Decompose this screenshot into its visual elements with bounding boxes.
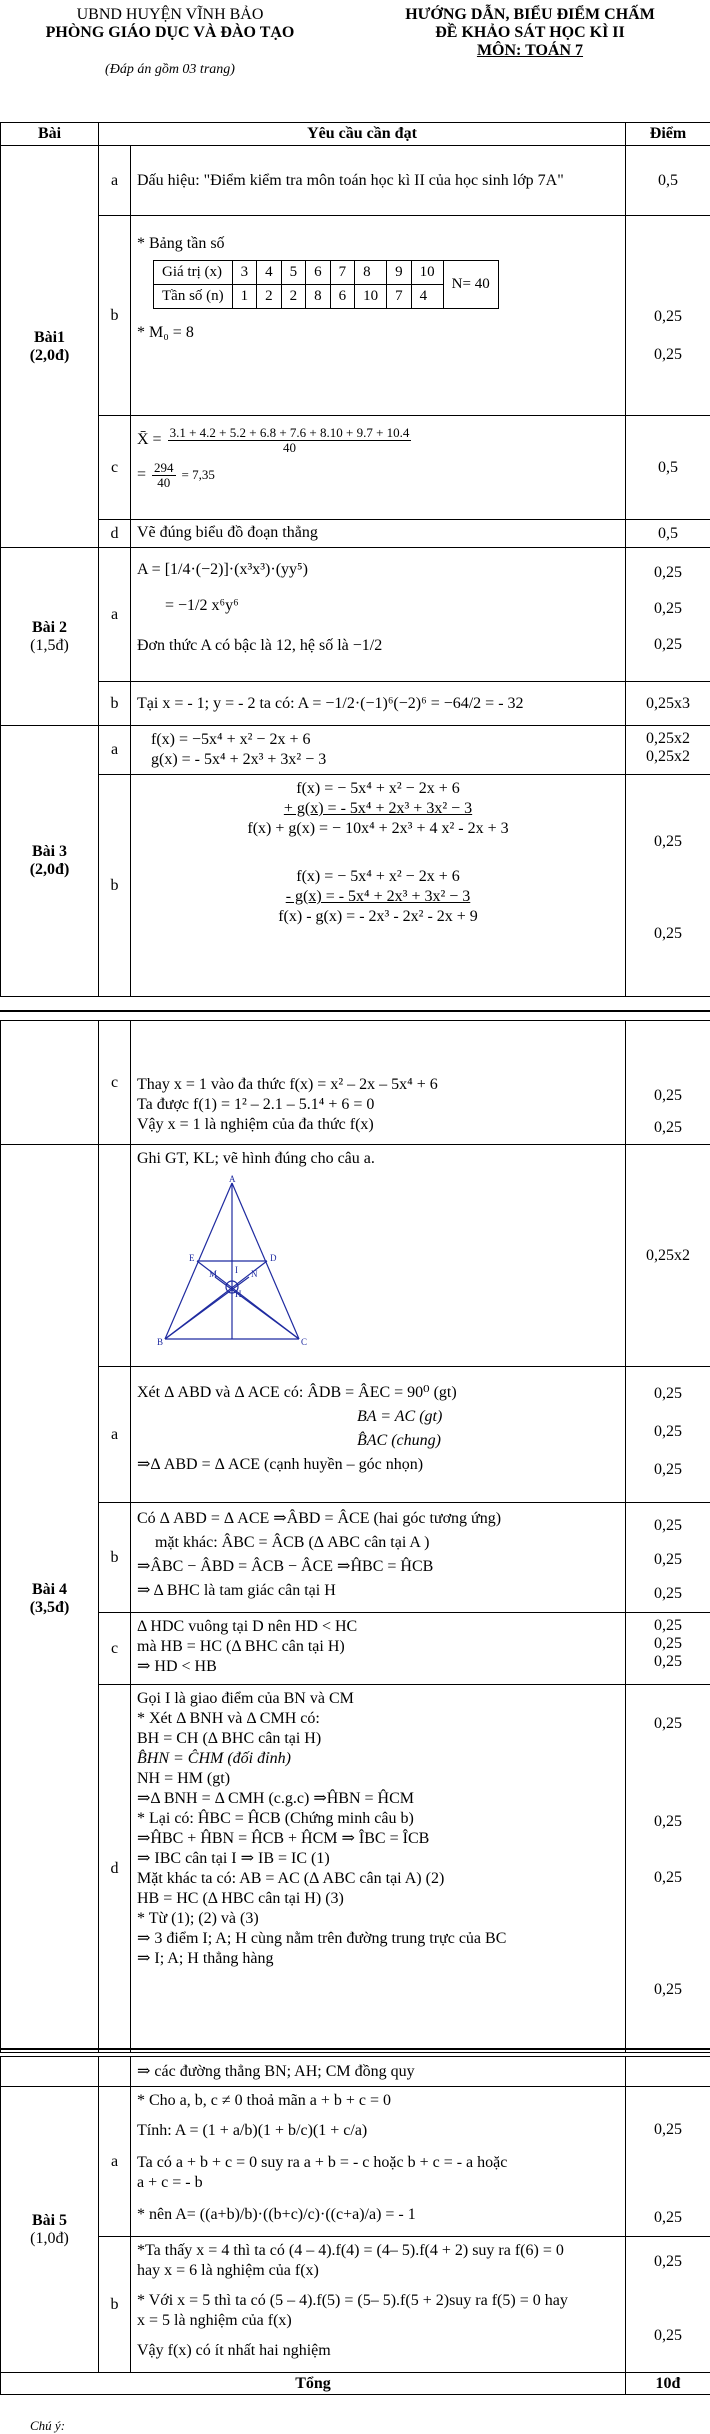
table-row	[1, 775, 710, 997]
answer-table-page1	[0, 122, 710, 997]
score-value: 0,25	[654, 2209, 682, 2226]
part-label: a	[99, 1367, 131, 1503]
total-row	[1, 2373, 710, 2395]
freq-cell: 8	[355, 261, 387, 285]
score-value: 0,25	[654, 2121, 682, 2138]
empty-part-cell	[99, 2057, 131, 2087]
freq-cell: 5	[281, 261, 306, 285]
score-value: 0,25	[654, 1551, 682, 1568]
answer-table-page2	[0, 1020, 710, 2053]
bai4-c-content	[131, 1613, 626, 1685]
page-count-note: (Đáp án gồm 03 trang)	[105, 62, 235, 77]
score-cell	[626, 775, 710, 997]
score-value: 0,25	[654, 1635, 682, 1652]
freq-cell: 7	[387, 285, 412, 309]
table-row	[1, 1145, 710, 1367]
score-cell	[626, 1685, 710, 2053]
text-line: hay x = 6 là nghiệm của f(x)	[137, 2262, 319, 2279]
footer-note: Chú ý:	[30, 2418, 66, 2433]
bai1-b-content	[131, 216, 626, 416]
formula-line: g(x) = - 5x⁴ + 2x³ + 3x² − 3	[151, 751, 327, 768]
text-line: ⇒ Δ BHC là tam giác cân tại H	[137, 1582, 336, 1599]
page-separator	[0, 2048, 710, 2054]
score-cell	[626, 1367, 710, 1503]
total-score: 10đ	[626, 2373, 710, 2395]
org-name: UBND HUYỆN VĨNH BẢO	[76, 6, 264, 23]
score-value: 0,25	[654, 1653, 682, 1670]
score-value: 0,25	[654, 2327, 682, 2344]
score-value: 0,25	[654, 1813, 682, 1830]
text-line: ⇒Δ BNH = Δ CMH (c.g.c) ⇒ĤBN = ĤCM	[137, 1790, 414, 1807]
score-value: 0,25	[654, 1119, 682, 1136]
table-row	[1, 726, 710, 775]
bai3-c-content	[131, 1021, 626, 1145]
score-value: 0,25	[654, 1869, 682, 1886]
label-b: B	[157, 1337, 164, 1347]
bai2-points: (1,5đ)	[30, 636, 69, 654]
bai4-d-content	[131, 1685, 626, 2053]
score-value: 0,25	[654, 308, 682, 325]
bai4-continued-cell	[1, 2057, 99, 2087]
bai4-figure-content	[131, 1145, 626, 1367]
triangle-figure	[157, 1175, 307, 1347]
document-header	[0, 0, 710, 110]
score-value: 0,25	[654, 346, 682, 363]
score-value: 0,25x2	[646, 748, 690, 765]
bai3-b-content	[131, 775, 626, 997]
text-line: mặt khác: ÂBC = ÂCB (Δ ABC cân tại A )	[155, 1534, 430, 1551]
score-value: 0,25	[654, 833, 682, 850]
formula-line: = −1/2 x⁶y⁶	[165, 597, 239, 614]
col-header-diem: Điểm	[626, 123, 710, 146]
text-line: * Với x = 5 thì ta có (5 – 4).f(5) = (5– 5).f(5 + 2)suy ra f(5) = 0 hay	[137, 2292, 568, 2309]
fraction-denominator: 40	[282, 440, 296, 455]
text-line: Δ HDC vuông tại D nên HD < HC	[137, 1618, 358, 1635]
table-row	[1, 216, 710, 416]
bai2-b-content: Tại x = - 1; y = - 2 ta có: A = −1/2·(−1)⁶(−2)⁶ = −64/2 = - 32	[131, 682, 626, 726]
text-line: BH = CH (Δ BHC cân tại H)	[137, 1730, 322, 1747]
score-value: 0,25	[654, 925, 682, 942]
fraction-numerator: 294	[154, 460, 174, 475]
score-value: 0,25	[654, 1715, 682, 1732]
text-line: NH = HM (gt)	[137, 1770, 231, 1787]
text-line: B̂AC (chung)	[357, 1432, 441, 1449]
formula-line: A = [1/4·(−2)]·(x³x³)·(yy⁵)	[137, 561, 308, 578]
score-value: 0,25	[654, 600, 682, 617]
text-line: * Xét Δ BNH và Δ CMH có:	[137, 1710, 320, 1727]
part-label: a	[99, 146, 131, 216]
score-value: 0,25	[654, 1981, 682, 1998]
formula-line: + g(x) = - 5x⁴ + 2x³ + 3x² − 3	[283, 800, 473, 817]
text-line: Thay x = 1 vào đa thức f(x) = x² – 2x – 5x⁴ + 6	[137, 1076, 438, 1093]
score-cell: 0,5	[626, 520, 710, 548]
bai5-label: Bài 5	[31, 2211, 68, 2229]
freq-cell: 7	[330, 261, 355, 285]
table-row	[1, 1613, 710, 1685]
text-line: mà HB = HC (Δ BHC cân tại H)	[137, 1638, 345, 1655]
bai5-label-cell	[1, 2087, 99, 2373]
freq-row-label: Giá trị (x)	[154, 261, 233, 285]
score-value: 0,25	[654, 1461, 682, 1478]
table-row	[1, 416, 710, 520]
text-line: * nên A= ((a+b)/b)·((b+c)/c)·((c+a)/a) = - 1	[137, 2206, 416, 2223]
frequency-table	[153, 260, 499, 309]
line-cm	[215, 1277, 299, 1339]
formula-line: - g(x) = - 5x⁴ + 2x³ + 3x² − 3	[285, 888, 471, 905]
freq-cell: 9	[387, 261, 412, 285]
score-value: 0,25	[654, 1385, 682, 1402]
bai5-b-content	[131, 2237, 626, 2373]
bai4-label-cell	[1, 1145, 99, 2053]
table-row	[1, 2237, 710, 2373]
table-row	[1, 1021, 710, 1145]
part-label: b	[99, 682, 131, 726]
freq-cell: 10	[355, 285, 387, 309]
part-label: b	[99, 1503, 131, 1613]
score-cell	[626, 1503, 710, 1613]
part-label: b	[99, 775, 131, 997]
score-cell	[626, 726, 710, 775]
score-cell: 0,25x2	[626, 1145, 710, 1367]
formula-line: f(x) + g(x) = − 10x⁴ + 2x³ + 4 x² - 2x + 3	[247, 820, 509, 837]
bai3-label: Bài 3	[31, 843, 68, 860]
part-label: c	[99, 1021, 131, 1145]
score-value: 0,25	[654, 1585, 682, 1602]
bai5-a-content	[131, 2087, 626, 2237]
text-line: x = 5 là nghiệm của f(x)	[137, 2312, 292, 2329]
text-line: ⇒ĤBC + ĤBN = ĤCB + ĤCM ⇒ ÎBC = ÎCB	[137, 1830, 430, 1847]
score-value: 0,25	[654, 2253, 682, 2270]
text-line: Vậy x = 1 là nghiệm của đa thức f(x)	[137, 1116, 374, 1133]
equals-sign: =	[137, 466, 147, 484]
bai2-a-content	[131, 548, 626, 682]
score-cell	[626, 2237, 710, 2373]
score-cell: 0,25x3	[626, 682, 710, 726]
part-label: c	[99, 416, 131, 520]
label-m: M	[209, 1269, 218, 1279]
doc-subtitle: ĐỀ KHẢO SÁT HỌC KÌ II	[435, 24, 625, 41]
table-row	[154, 261, 499, 285]
fraction-denominator: 40	[157, 475, 171, 490]
fraction-numerator: 3.1 + 4.2 + 5.2 + 6.8 + 7.6 + 8.10 + 9.7 + 10.4	[169, 425, 410, 440]
result-value: = 7,35	[181, 467, 215, 483]
freq-cell: 3	[232, 261, 257, 285]
score-cell	[626, 548, 710, 682]
mean-fraction	[168, 426, 412, 455]
score-value: 0,25x2	[646, 730, 690, 747]
formula-line: Đơn thức A có bậc là 12, hệ số là −1/2	[137, 637, 383, 654]
score-cell	[626, 1021, 710, 1145]
label-d: D	[270, 1253, 277, 1263]
text-line: * Lại có: ĤBC = ĤCB (Chứng minh câu b)	[137, 1810, 414, 1827]
freq-total: N= 40	[443, 261, 498, 309]
text-line: ⇒ I; A; H thẳng hàng	[137, 1950, 274, 1967]
text-line: ⇒ÂBC − ÂBD = ÂCB − ÂCE ⇒ĤBC = ĤCB	[137, 1558, 434, 1575]
part-label: d	[99, 1685, 131, 2053]
text-line: a + c = - b	[137, 2174, 203, 2191]
bai4-points: (3,5đ)	[29, 1598, 70, 1616]
bai1-d-content: Vẽ đúng biểu đồ đoạn thẳng	[131, 520, 626, 548]
freq-cell: 2	[257, 285, 282, 309]
doc-title: HƯỚNG DẪN, BIỂU ĐIỂM CHẤM	[405, 6, 655, 23]
table-row	[1, 548, 710, 682]
page-separator	[0, 1010, 710, 1016]
table-row	[1, 682, 710, 726]
label-c: C	[301, 1337, 307, 1347]
freq-cell: 10	[411, 261, 443, 285]
text-line: Ta có a + b + c = 0 suy ra a + b = - c hoặc b + c = - a hoặc	[137, 2154, 508, 2171]
text-line: Tính: A = (1 + a/b)(1 + b/c)(1 + c/a)	[137, 2122, 368, 2139]
bai4-b-content	[131, 1503, 626, 1613]
score-cell: 0,5	[626, 146, 710, 216]
freq-cell: 6	[330, 285, 355, 309]
table-row	[1, 2087, 710, 2237]
table-row	[1, 2057, 710, 2087]
freq-cell: 4	[411, 285, 443, 309]
text-line: * Từ (1); (2) và (3)	[137, 1910, 259, 1927]
freq-cell: 1	[232, 285, 257, 309]
text-line: HB = HC (Δ HBC cân tại H) (3)	[137, 1890, 344, 1907]
score-value: 0,25	[654, 1423, 682, 1440]
label-a: A	[229, 1175, 236, 1184]
table-row	[1, 1367, 710, 1503]
label-i: I	[235, 1265, 238, 1275]
line-bn	[165, 1277, 249, 1339]
score-cell	[626, 216, 710, 416]
label-n: N	[251, 1269, 258, 1279]
bai1-c-content	[131, 416, 626, 520]
text-line: Mặt khác ta có: AB = AC (Δ ABC cân tại A) (2)	[137, 1870, 445, 1887]
answer-table-page3	[0, 2056, 710, 2395]
text-line: Có Δ ABD = Δ ACE ⇒ÂBD = ÂCE (hai góc tương ứng)	[137, 1510, 502, 1527]
mean-result	[137, 461, 619, 490]
score-cell: 0,5	[626, 416, 710, 520]
bai4-label: Bài 4	[31, 1580, 68, 1598]
text-line: Xét Δ ABD và Δ ACE có: ÂDB = ÂEC = 90⁰ (gt)	[137, 1384, 457, 1401]
table-row	[1, 520, 710, 548]
part-label: a	[99, 2087, 131, 2237]
col-header-bai: Bài	[1, 123, 99, 146]
bai1-label-cell	[1, 146, 99, 548]
text-line: * Cho a, b, c ≠ 0 thoả mãn a + b + c = 0	[137, 2092, 392, 2109]
part-label: c	[99, 1613, 131, 1685]
score-value: 0,25	[654, 636, 682, 653]
bai3-label-cell	[1, 726, 99, 997]
score-cell	[626, 1613, 710, 1685]
text-line: *Ta thấy x = 4 thì ta có (4 – 4).f(4) = (4– 5).f(4 + 2) suy ra f(6) = 0	[137, 2242, 564, 2259]
bai5-points: (1,0đ)	[30, 2229, 69, 2247]
department-name: PHÒNG GIÁO DỤC VÀ ĐÀO TẠO	[45, 24, 295, 41]
total-label: Tổng	[1, 2373, 626, 2395]
bai1-points: (2,0đ)	[29, 346, 70, 364]
label-e: E	[189, 1253, 195, 1263]
text-line: ⇒ 3 điểm I; A; H cùng nằm trên đường trung trực của BC	[137, 1930, 507, 1947]
mean-formula	[137, 426, 619, 455]
bai3-a-content	[131, 726, 626, 775]
score-value: 0,25	[654, 1087, 682, 1104]
bai4-d-conclusion: ⇒ các đường thẳng BN; AH; CM đồng quy	[131, 2057, 626, 2087]
subject-label: MÔN: TOÁN 7	[476, 42, 584, 59]
bai3-continued-cell	[1, 1021, 99, 1145]
freq-row-label: Tần số (n)	[154, 285, 233, 309]
bai1-label: Bài1	[33, 328, 66, 346]
freq-cell: 8	[306, 285, 331, 309]
bai3-points: (2,0đ)	[29, 861, 70, 878]
table-row	[1, 1685, 710, 2053]
formula-line: f(x) = − 5x⁴ + x² − 2x + 6	[296, 780, 460, 797]
table-header-row	[1, 123, 710, 146]
score-value: 0,25	[654, 1517, 682, 1534]
bai1-a-content: Dấu hiệu: "Điểm kiểm tra môn toán học kì II của học sinh lớp 7A"	[131, 146, 626, 216]
part-label: b	[99, 216, 131, 416]
score-value: 0,25	[654, 1617, 682, 1634]
text-line: ⇒Δ ABD = Δ ACE (cạnh huyền – góc nhọn)	[137, 1456, 424, 1473]
table-row	[1, 1503, 710, 1613]
score-cell	[626, 2087, 710, 2237]
col-header-yeu-cau: Yêu cầu cần đạt	[99, 123, 626, 146]
text-line: ⇒ HD < HB	[137, 1658, 217, 1675]
text-line: Vậy f(x) có ít nhất hai nghiệm	[137, 2342, 331, 2359]
part-label: d	[99, 520, 131, 548]
score-cell	[626, 2057, 710, 2087]
result-fraction	[152, 461, 176, 490]
formula-line: f(x) - g(x) = - 2x³ - 2x² - 2x + 9	[278, 908, 478, 925]
freq-cell: 4	[257, 261, 282, 285]
mode-line: * M₀ = 8	[137, 324, 194, 341]
freq-cell: 6	[306, 261, 331, 285]
bai2-label: Bài 2	[31, 618, 68, 636]
bai4-a-content	[131, 1367, 626, 1503]
text-line: B̂HN = ĈHM (đối đỉnh)	[137, 1750, 291, 1767]
score-value: 0,25	[654, 564, 682, 581]
empty-part-cell	[99, 1145, 131, 1367]
bai2-label-cell	[1, 548, 99, 726]
table-row	[1, 146, 710, 216]
part-label: b	[99, 2237, 131, 2373]
formula-line: f(x) = − 5x⁴ + x² − 2x + 6	[296, 868, 460, 885]
figure-instruction: Ghi GT, KL; vẽ hình đúng cho câu a.	[137, 1150, 375, 1167]
text-line: Gọi I là giao điểm của BN và CM	[137, 1690, 354, 1707]
label-h: H	[235, 1289, 242, 1299]
part-label: a	[99, 726, 131, 775]
freq-cell: 2	[281, 285, 306, 309]
text-line: BA = AC (gt)	[357, 1408, 443, 1425]
text-line: Ta được f(1) = 1² – 2.1 – 5.1⁴ + 6 = 0	[137, 1096, 375, 1113]
text-line: ⇒ IBC cân tại I ⇒ IB = IC (1)	[137, 1850, 330, 1867]
mean-symbol: X̄ =	[137, 431, 162, 449]
formula-line: f(x) = −5x⁴ + x² − 2x + 6	[151, 731, 311, 748]
freq-table-title: * Bảng tần số	[137, 235, 225, 252]
part-label: a	[99, 548, 131, 682]
